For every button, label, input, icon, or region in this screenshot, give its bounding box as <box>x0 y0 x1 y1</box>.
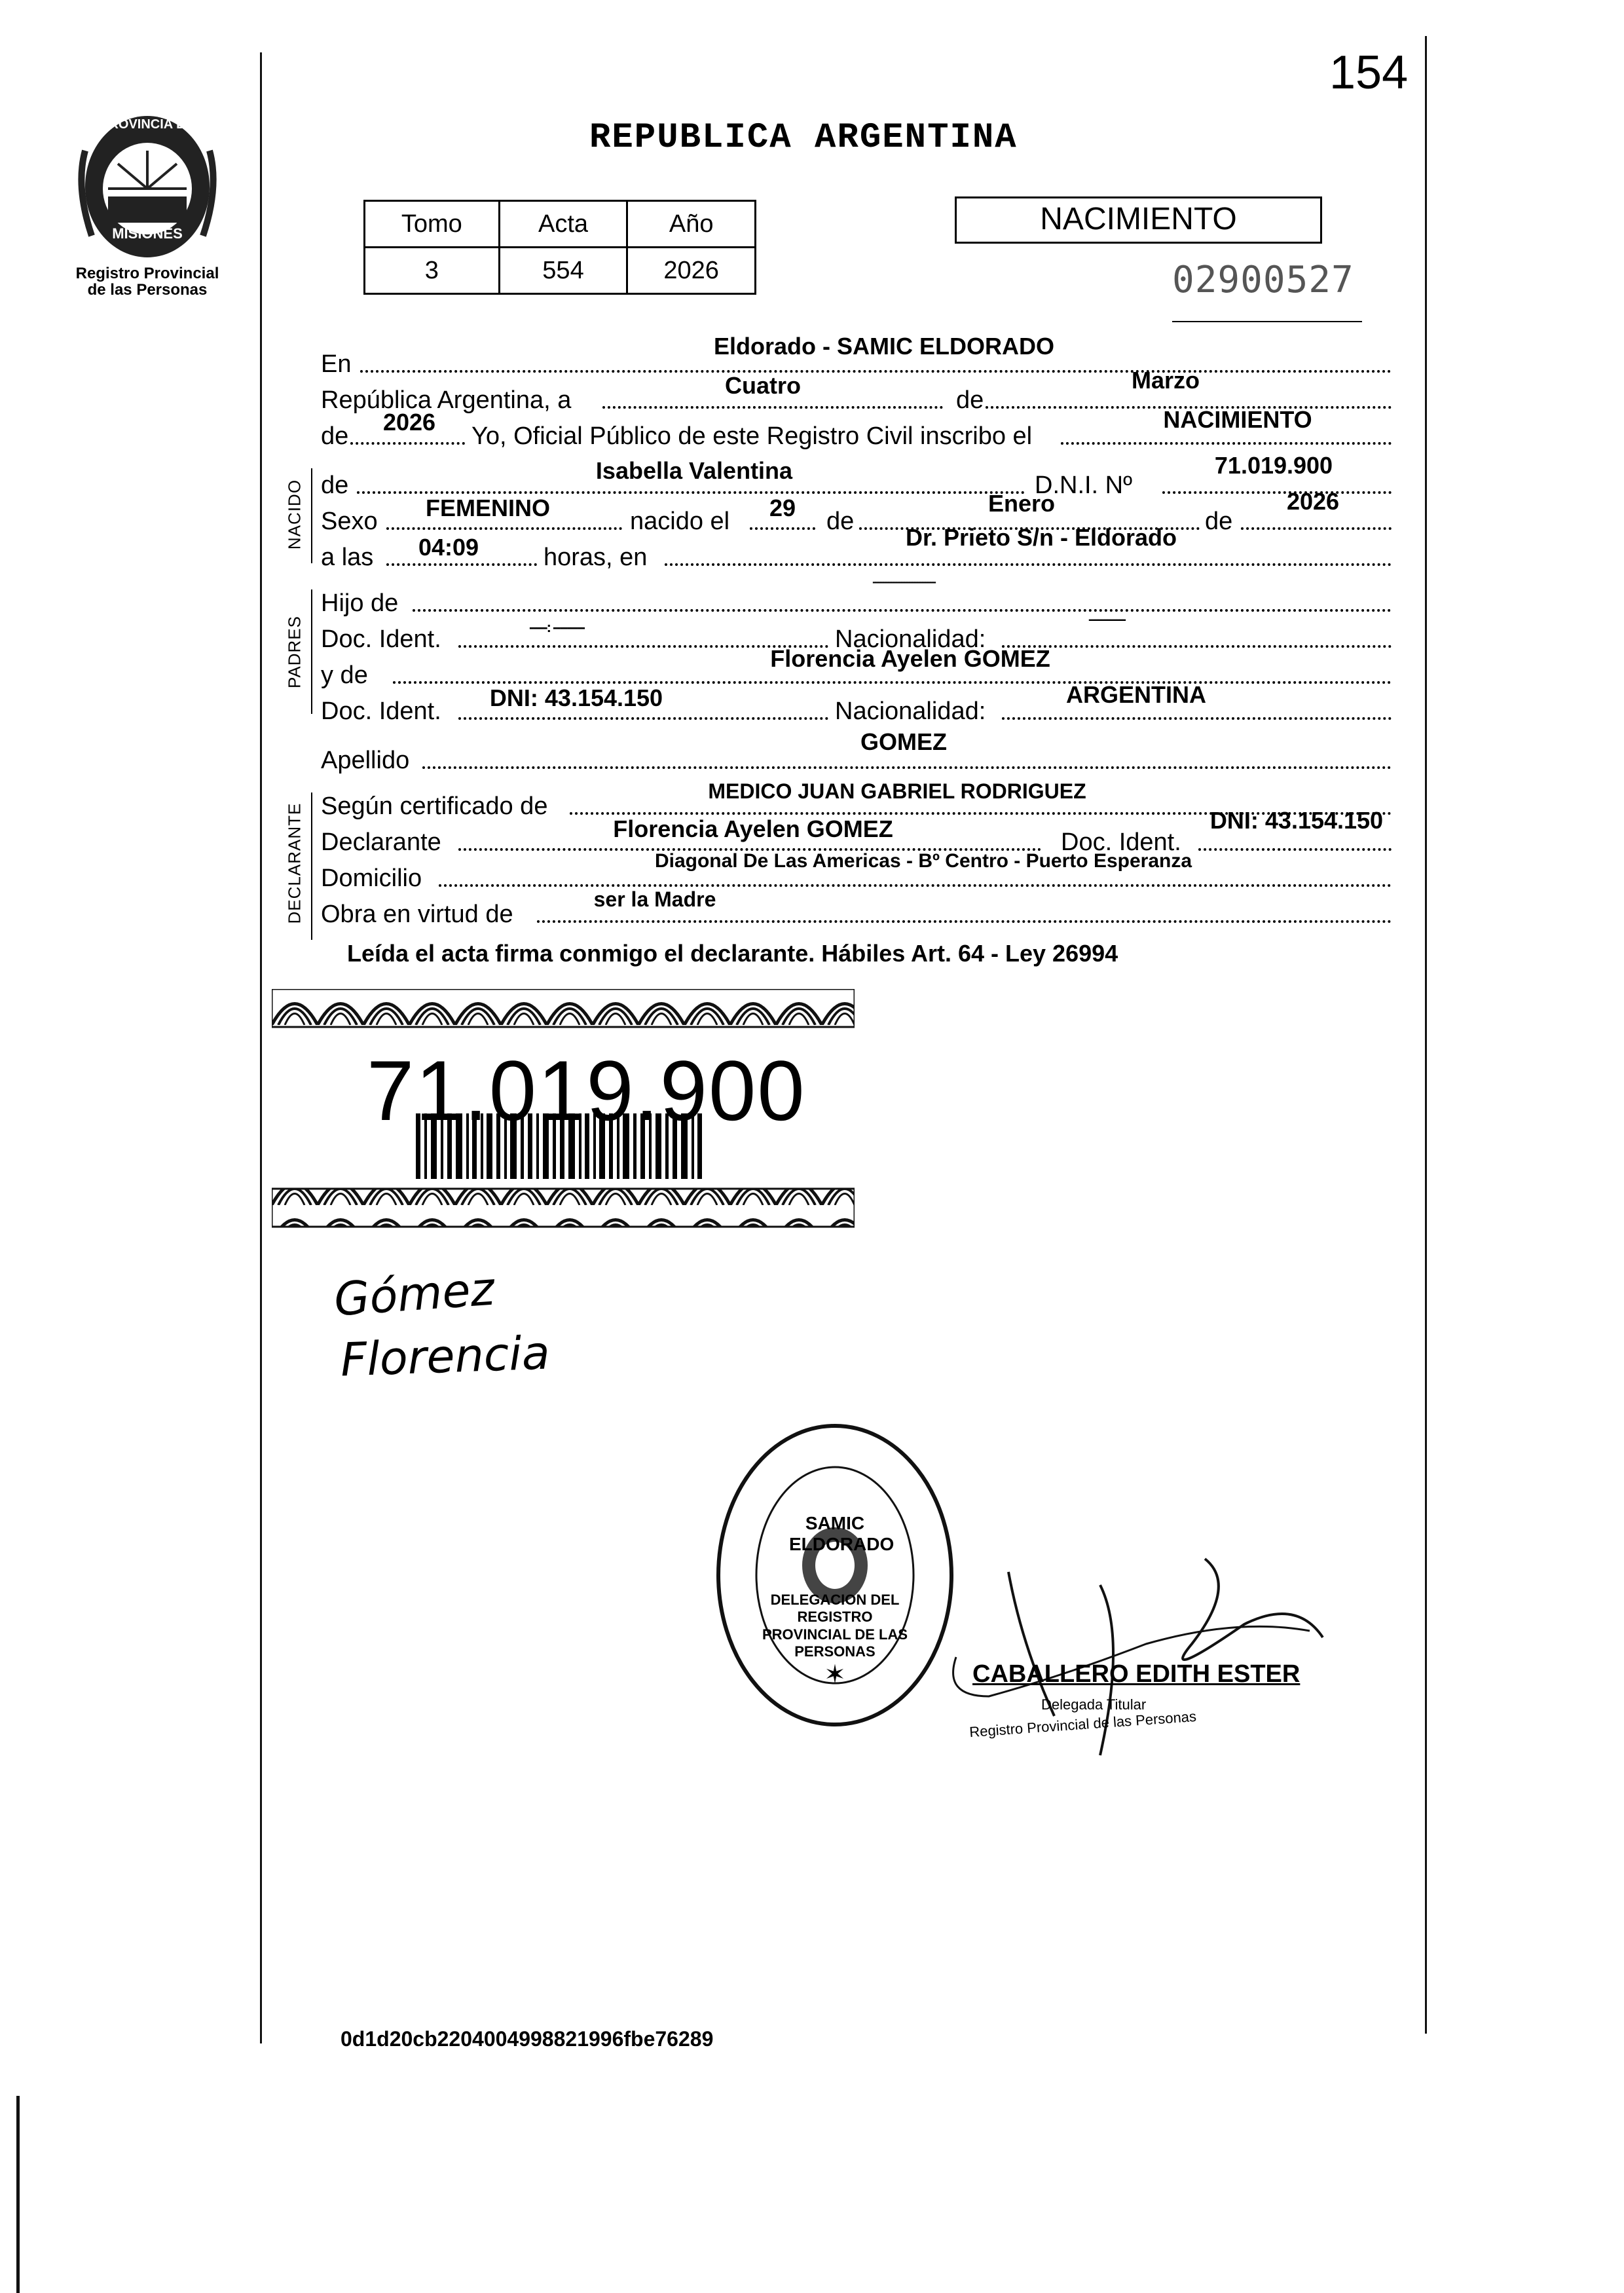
country-title: REPUBLICA ARGENTINA <box>589 118 1018 158</box>
sexo-value: FEMENINO <box>425 494 550 521</box>
obra-dots <box>537 920 1392 923</box>
declarante-label: Declarante <box>321 829 441 856</box>
apellido-dots <box>422 766 1392 769</box>
tomo-label: Tomo <box>365 201 500 248</box>
seal-bottom-text: MISIONES <box>112 225 183 242</box>
handwritten-surname: Gómez <box>332 1261 496 1327</box>
declarante-doc: DNI: 43.154.150 <box>1209 807 1384 834</box>
birth-time: 04:09 <box>418 534 479 561</box>
horas-en-label: horas, en <box>544 544 648 571</box>
declarante-bracket <box>311 792 312 940</box>
mother-doc-label: Doc. Ident. <box>321 698 441 725</box>
domicilio-dots <box>439 884 1392 887</box>
anio-value: 2026 <box>627 248 756 294</box>
father-doc: -----: --------- <box>528 619 584 635</box>
record-type-box: NACIMIENTO <box>955 196 1322 244</box>
birth-year-dots <box>1241 527 1392 530</box>
name-dots <box>357 491 1025 494</box>
inscription-dots <box>1061 442 1392 445</box>
stamp-icon <box>714 1421 956 1729</box>
closing-statement: Leída el acta firma conmigo el declarante. Hábiles Art. 64 - Ley 26994 <box>347 940 1118 967</box>
mother-nationality: ARGENTINA <box>1066 681 1206 708</box>
official-stamp <box>714 1421 956 1729</box>
right-margin-line <box>1425 36 1427 2034</box>
de-label-5: de <box>1205 508 1233 535</box>
nacido-el-label: nacido el <box>630 508 730 535</box>
father-doc-label: Doc. Ident. <box>321 625 441 653</box>
serial-number: 02900527 <box>1172 259 1354 301</box>
domicilio-label: Domicilio <box>321 865 422 892</box>
birth-day-dots <box>750 527 815 530</box>
obra-value: ser la Madre <box>593 887 716 911</box>
nacido-bracket <box>311 468 312 563</box>
oficial-text: Yo, Oficial Público de este Registro Civil inscribo el <box>471 422 1033 450</box>
birth-day: 29 <box>769 494 796 521</box>
year-dots <box>350 442 465 445</box>
officer-registry: Registro Provincial de las Personas <box>969 1707 1197 1741</box>
a-las-label: a las <box>321 544 374 571</box>
officer-name: CABALLERO EDITH ESTER <box>972 1660 1301 1688</box>
mother-nationality-label: Nacionalidad: <box>835 698 986 725</box>
de-label-4: de <box>826 508 855 535</box>
scan-edge-line <box>16 2096 20 2293</box>
page-number: 154 <box>1329 47 1409 99</box>
padres-bracket <box>311 589 312 714</box>
sexo-label: Sexo <box>321 508 378 535</box>
en-dots <box>360 370 1392 373</box>
mother-doc: DNI: 43.154.150 <box>489 684 663 711</box>
dni-label: D.N.I. Nº <box>1035 472 1132 499</box>
birth-place: Dr. Prieto S/n - Eldorado <box>905 524 1177 551</box>
certificado-label: Según certificado de <box>321 792 548 820</box>
en-label: En <box>321 350 352 378</box>
mother-dots <box>393 681 1392 684</box>
declarante-value: Florencia Ayelen GOMEZ <box>613 815 893 842</box>
de-label-2: de <box>321 422 349 450</box>
year-value: 2026 <box>382 409 436 436</box>
nacido-side-label: NACIDO <box>284 479 304 550</box>
record-table <box>363 200 756 295</box>
republica-label: República Argentina, a <box>321 386 572 414</box>
seal-top-text: PROVINCIA DE <box>100 117 194 132</box>
father-nationality: ------------ <box>1088 612 1125 627</box>
father-name: ------------------------ <box>872 575 935 588</box>
mother-name: Florencia Ayelen GOMEZ <box>770 645 1050 672</box>
day-word: Cuatro <box>725 372 801 399</box>
dni-value: 71.019.900 <box>1214 452 1333 479</box>
acta-label: Acta <box>499 201 627 248</box>
left-margin-line <box>260 52 262 2043</box>
domicilio-value: Diagonal De Las Americas - Bº Centro - Puerto Esperanza <box>654 850 1192 872</box>
inscription-type: NACIMIENTO <box>1163 406 1312 433</box>
father-nationality-label: Nacionalidad: <box>835 625 986 653</box>
handwritten-firstname: Florencia <box>339 1326 551 1387</box>
document-hash: 0d1d20cb2204004998821996fbe76289 <box>341 2027 714 2051</box>
stamp-inner-text: SAMIC ELDORADO <box>789 1513 895 1554</box>
day-dots <box>602 406 943 409</box>
sticker-dni-number: 71.019.900 <box>367 1043 806 1138</box>
certificado-value: MEDICO JUAN GABRIEL RODRIGUEZ <box>708 779 1086 803</box>
birth-month: Enero <box>987 490 1056 517</box>
obra-label: Obra en virtud de <box>321 901 513 928</box>
father-dots <box>413 609 1392 612</box>
acta-value: 554 <box>499 248 627 294</box>
declarante-side-label: DECLARANTE <box>284 802 304 924</box>
en-value: Eldorado - SAMIC ELDORADO <box>714 333 1054 360</box>
anio-label: Año <box>627 201 756 248</box>
mother-nationality-dots <box>1002 717 1392 720</box>
apellido-label: Apellido <box>321 747 410 774</box>
mother-doc-dots <box>458 717 828 720</box>
serial-underline <box>1172 321 1362 322</box>
stamp-outer-text: DELEGACION DEL REGISTRO PROVINCIAL DE LAS PERSONAS <box>762 1592 908 1660</box>
registry-name: Registro Provincial de las Personas <box>75 265 219 299</box>
de-label-3: de <box>321 472 349 499</box>
month-value: Marzo <box>1131 367 1200 394</box>
time-dots <box>386 563 537 566</box>
apellido-value: GOMEZ <box>860 728 947 755</box>
birth-year: 2026 <box>1286 488 1340 515</box>
declarante-doc-label: Doc. Ident. <box>1061 829 1181 856</box>
place-dots <box>665 563 1392 566</box>
hijo-de-label: Hijo de <box>321 589 399 617</box>
sexo-dots <box>386 527 622 530</box>
y-de-label: y de <box>321 662 368 689</box>
padres-side-label: PADRES <box>284 616 304 688</box>
tomo-value: 3 <box>365 248 500 294</box>
svg-text:✶: ✶ <box>824 1660 846 1689</box>
child-name: Isabella Valentina <box>595 457 793 484</box>
de-label-1: de <box>956 386 984 414</box>
officer-role: Delegada Titular <box>1041 1696 1147 1713</box>
